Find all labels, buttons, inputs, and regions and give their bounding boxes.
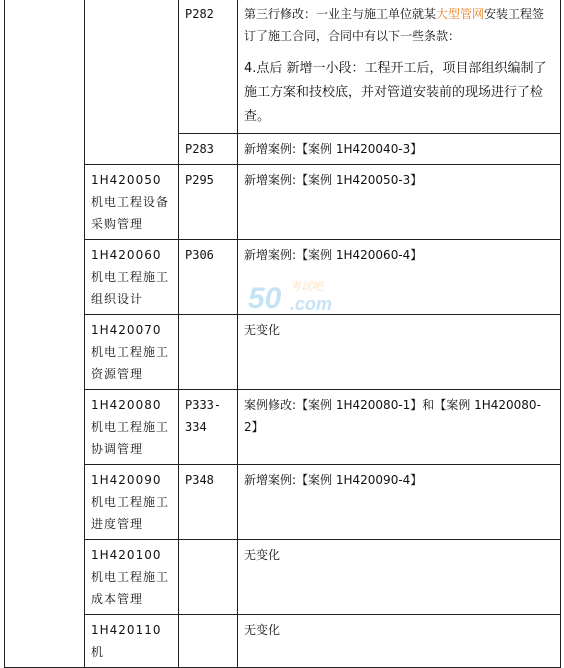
change-text: 安装工程签订了施工合同，合同中有以下一些条款： [244, 7, 545, 43]
page-cell: P295 [179, 165, 238, 240]
change-cell: 新增案例:【案例 1H420060-4】 [238, 240, 561, 315]
change-extra-text: 4.点后 新增一小段：工程开工后，项目部组织编制了施工方案和技校底，并对管道安装前的现场进行了检查。 [244, 61, 547, 124]
watermark-number: 50 [248, 282, 282, 315]
change-cell: 新增案例:【案例 1H420050-3】 [238, 165, 561, 240]
change-cell: 无变化 [238, 315, 561, 390]
table-row [5, 615, 561, 668]
table-row [5, 465, 561, 540]
page-cell: P306 [179, 240, 238, 315]
highlighted-text: 大型管网 [436, 7, 485, 21]
table-row [5, 315, 561, 390]
blank-cell [5, 0, 85, 668]
page-cell: P333-334 [179, 390, 238, 465]
chapter-cell: 1H420070 机电工程施工资源管理 [85, 315, 179, 390]
page-cell [179, 615, 238, 668]
chapter-cell: 1H420100 机电工程施工成本管理 [85, 540, 179, 615]
change-cell: 无变化 [238, 615, 561, 668]
change-cell: 新增案例:【案例 1H420040-3】 [238, 134, 561, 165]
table-row [5, 390, 561, 465]
chapter-cell: 1H420060 机电工程施工组织设计 [85, 240, 179, 315]
change-cell [238, 0, 561, 134]
chapter-cell: 1H420090 机电工程施工进度管理 [85, 465, 179, 540]
revision-table [4, 0, 561, 668]
change-cell: 新增案例:【案例 1H420090-4】 [238, 465, 561, 540]
page-cell [179, 540, 238, 615]
change-cell: 无变化 [238, 540, 561, 615]
table-row [5, 540, 561, 615]
chapter-cell [85, 0, 179, 165]
page-cell: P283 [179, 134, 238, 165]
watermark-tag: 考试吧 [290, 280, 323, 293]
table-row [5, 165, 561, 240]
chapter-cell: 1H420050 机电工程设备采购管理 [85, 165, 179, 240]
chapter-cell: 1H420110 机 [85, 615, 179, 668]
change-cell: 案例修改:【案例 1H420080-1】和【案例 1H420080-2】 [238, 390, 561, 465]
watermark-domain: .com [290, 294, 333, 314]
page-cell [179, 315, 238, 390]
page-cell: P348 [179, 465, 238, 540]
chapter-cell: 1H420080 机电工程施工协调管理 [85, 390, 179, 465]
page-cell: P282 [179, 0, 238, 134]
change-text: 第三行修改：一业主与施工单位就某 [244, 7, 437, 21]
table-row [5, 0, 561, 134]
table-row [5, 240, 561, 315]
